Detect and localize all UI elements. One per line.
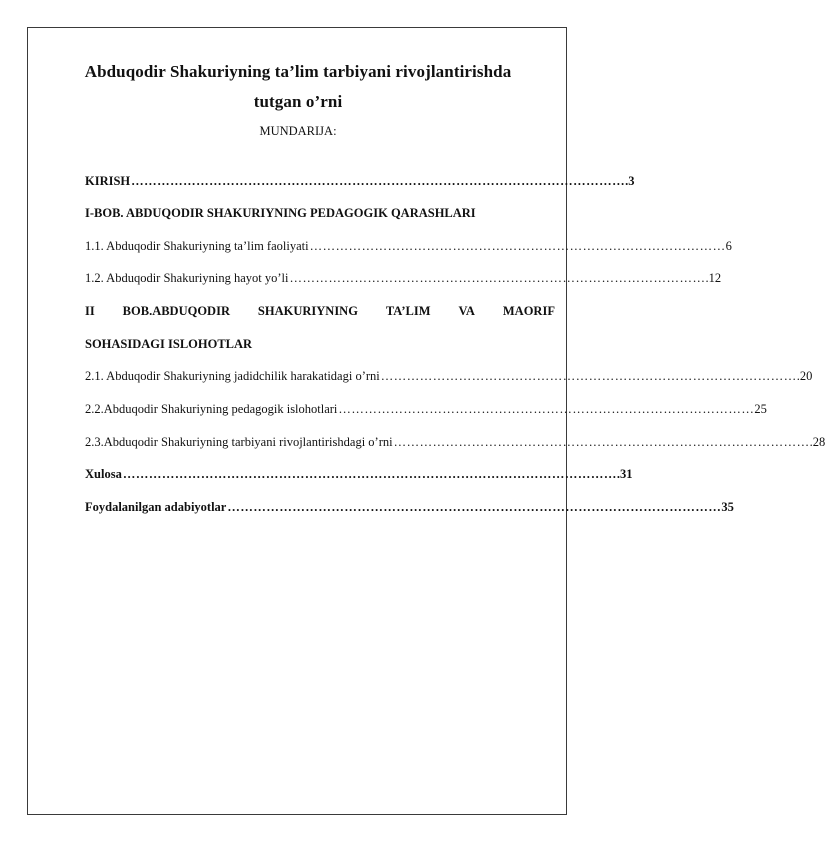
toc-chapter-label: I-BOB. ABDUQODIR SHAKURIYNING PEDAGOGIK QARASHLARI — [85, 206, 476, 220]
toc-entry-page: .31 — [616, 467, 633, 481]
toc-chapter-word: BOB.ABDUQODIR — [122, 304, 230, 318]
page-border — [27, 27, 567, 815]
toc-entry-page: .3 — [625, 174, 635, 188]
toc-entry-1-2[interactable] — [85, 271, 722, 286]
toc-entry-label: Foydalanilgan adabiyotlar — [85, 500, 227, 514]
toc-entry-1-1[interactable] — [85, 239, 732, 254]
toc-entry-2-1[interactable] — [85, 369, 813, 384]
toc-entry-2-2[interactable] — [85, 402, 767, 417]
toc-entry-label: 1.2. Abduqodir Shakuriyning hayot yo’li — [85, 271, 289, 285]
toc-entry-label: 1.1. Abduqodir Shakuriyning ta’lim faoliyati — [85, 239, 309, 253]
document-title-line1: Abduqodir Shakuriyning ta’lim tarbiyani rivojlantirishda — [84, 62, 512, 81]
toc-leader-dots: …………………………………………………………………………………………………… — [122, 467, 617, 481]
toc-leader-dots: …………………………………………………………………………………… — [380, 369, 797, 383]
toc-chapter-2-line2[interactable] — [85, 337, 555, 352]
document-title-line2: tutgan o’rni — [253, 92, 343, 111]
toc-chapter-word: VA — [458, 304, 475, 318]
toc-leader-dots: …………………………………………………………………………………… — [309, 239, 726, 253]
toc-entry-label: KIRISH — [85, 174, 131, 188]
toc-entry-label: 2.1. Abduqodir Shakuriyning jadidchilik harakatidagi o’rni — [85, 369, 380, 383]
toc-entry-adabiyotlar[interactable] — [85, 500, 734, 515]
toc-entry-page: 6 — [725, 239, 732, 253]
toc-chapter-label: SOHASIDAGI ISLOHOTLAR — [85, 337, 253, 351]
toc-leader-dots: …………………………………………………………………………………… — [393, 435, 810, 449]
toc-chapter-word: SHAKURIYNING — [257, 304, 358, 318]
toc-entry-label: 2.3.Abduqodir Shakuriyning tarbiyani rivojlantirishdagi o’rni — [85, 435, 393, 449]
toc-entry-page: .20 — [796, 369, 813, 383]
toc-leader-dots: …………………………………………………………………………………………………… — [131, 174, 626, 188]
toc-chapter-1[interactable] — [85, 206, 555, 221]
toc-entry-page: 35 — [721, 500, 734, 514]
toc-chapter-word: MAORIF — [502, 304, 555, 318]
toc-entry-page: .28 — [809, 435, 825, 449]
toc-leader-dots: …………………………………………………………………………………… — [289, 271, 706, 285]
toc-entry-kirish[interactable] — [85, 174, 635, 189]
toc-entry-label: 2.2.Abduqodir Shakuriyning pedagogik islohotlari — [85, 402, 338, 416]
toc-entry-label: Xulosa — [85, 467, 122, 481]
toc-entry-page: 25 — [754, 402, 767, 416]
toc-leader-dots: …………………………………………………………………………………… — [338, 402, 755, 416]
toc-chapter-word: II — [85, 304, 95, 318]
toc-chapter-2-line1[interactable] — [85, 304, 555, 319]
toc-entry-2-3[interactable] — [85, 435, 825, 450]
contents-heading: MUNDARIJA: — [259, 124, 337, 138]
toc-leader-dots: …………………………………………………………………………………………………… — [227, 500, 722, 514]
toc-entry-xulosa[interactable] — [85, 467, 633, 482]
toc-entry-page: .12 — [705, 271, 722, 285]
toc-chapter-word: TA’LIM — [385, 304, 431, 318]
